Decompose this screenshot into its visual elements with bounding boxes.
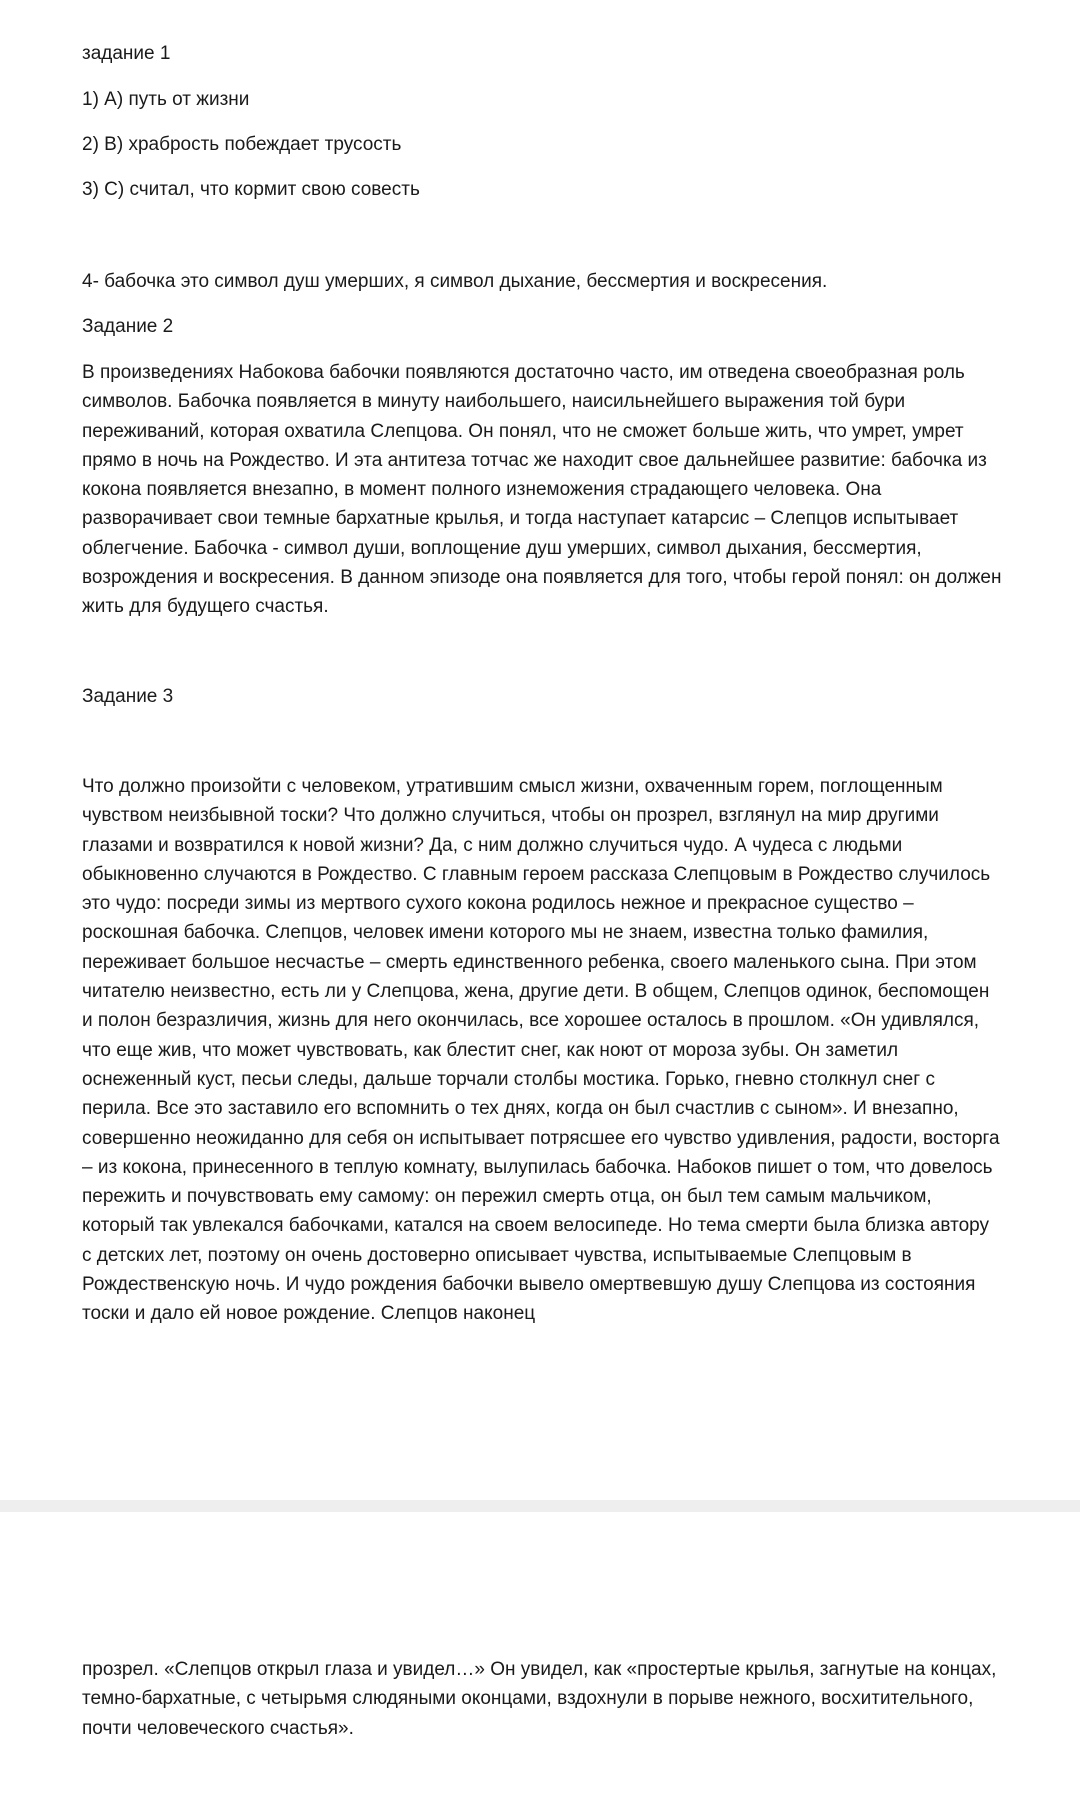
task1-item-4: 4- бабочка это символ душ умерших, я символ дыхание, бессмертия и воскресения. [82, 271, 828, 292]
task2-heading: Задание 2 [82, 316, 174, 337]
task1-answer-1: 1) А) путь от жизни [82, 89, 250, 110]
task3-paragraph: Что должно произойти с человеком, утратившим смысл жизни, охваченным горем, поглощенным чувством неизбывной тоски? Что должно случиться, чтобы он прозрел, взглянул на мир другими глазами и возвратился к новой жизни? Да, с ним должно случиться чудо. А чудеса с людьми обыкновенно случаются в Рождество. С главным героем рассказа Слепцовым в Рождество случилось это чудо: посреди зимы из мертвого сухого кокона родилось нежное и прекрасное существо – роскошная бабочка. Слепцов, человек имени которого мы не знаем, известна только фамилия, переживает большое несчастье – смерть единственного ребенка, своего маленького сына. При этом читателю неизвестно, есть ли у Слепцова, жена, другие дети. В общем, Слепцов одинок, беспомощен и полон безразличия, жизнь для него окончилась, все хорошее осталось в прошлом. «Он удивлялся, что еще жив, что может чувствовать, как блестит снег, как ноют от мороза зубы. Он заметил оснеженный куст, песьи следы, дальше торчали столбы мостика. Горько, гневно столкнул снег с перила. Все это заставило его вспомнить о тех днях, когда он был счастлив с сыном». И внезапно, совершенно неожиданно для себя он испытывает потрясшее его чувство удивления, радости, восторга – из кокона, принесенного в теплую комнату, вылупилась бабочка. Набоков пишет о том, что довелось пережить и почувствовать ему самому: он пережил смерть отца, он был тем самым мальчиком, который так увлекался бабочками, катался на своем велосипеде. Но тема смерти была близка автору с детских лет, поэтому он очень достоверно описывает чувства, испытываемые Слепцовым в Рождественскую ночь. И чудо рождения бабочки вывело омертвевшую душу Слепцова из состояния тоски и дало ей новое рождение. Слепцов наконец [82, 776, 1000, 1325]
page-separator [0, 1500, 1080, 1512]
document-page-2 [0, 1512, 1080, 1794]
task3-continuation-paragraph: прозрел. «Слепцов открыл глаза и увидел…» Он увидел, как «простертые крылья, загнутые на концах, темно-бархатные, с четырьмя слюдяными оконцами, вздохнули в порыве нежного, восхитительного, почти человеческого счастья». [82, 1659, 997, 1739]
task1-heading: задание 1 [82, 43, 171, 64]
task1-answer-2: 2) В) храбрость побеждает трусость [82, 134, 402, 155]
task3-heading: Задание 3 [82, 686, 174, 707]
task1-answer-3: 3) С) считал, что кормит свою совесть [82, 179, 420, 200]
task2-paragraph: В произведениях Набокова бабочки появляются достаточно часто, им отведена своеобразная роль символов. Бабочка появляется в минуту наибольшего, наисильнейшего выражения той бури переживаний, которая охватила Слепцова. Он понял, что не сможет больше жить, что умрет, умрет прямо в ночь на Рождество. И эта антитеза тотчас же находит свое дальнейшее развитие: бабочка из кокона появляется внезапно, в момент полного изнеможения страдающего человека. Она разворачивает свои темные бархатные крылья, и тогда наступает катарсис – Слепцов испытывает облегчение. Бабочка - символ души, воплощение душ умерших, символ дыхания, бессмертия, возрождения и воскресения. В данном эпизоде она появляется для того, чтобы герой понял: он должен жить для будущего счастья. [82, 362, 1002, 618]
